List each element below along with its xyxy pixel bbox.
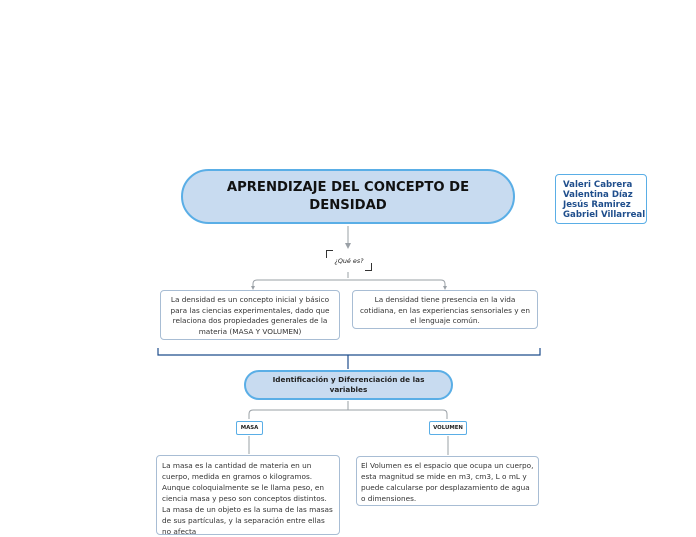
main-topic-node[interactable]: APRENDIZAJE DEL CONCEPTO DE DENSIDAD <box>181 169 515 224</box>
definition-left-node[interactable]: La densidad es un concepto inicial y básico para las ciencias experimentales, dado que relaciona dos propiedades generales de la materia (MASA Y VOLUMEN) <box>160 290 340 340</box>
masa-description-node[interactable]: La masa es la cantidad de materia en un cuerpo, medida en gramos o kilogramos. Aunque coloquialmente se le llama peso, en ciencia masa y peso son conceptos distintos. La masa de un objeto es la suma de las masas de sus partículas, y la separación entre ellas no afecta <box>156 455 340 535</box>
author-name: Jesús Ramirez <box>563 200 631 210</box>
masa-tag[interactable]: MASA <box>236 421 263 435</box>
authors-box[interactable] <box>555 174 647 224</box>
volumen-tag[interactable]: VOLUMEN <box>429 421 467 435</box>
volumen-description-node[interactable]: El Volumen es el espacio que ocupa un cuerpo, esta magnitud se mide en m3, cm3, L o mL y puede calcularse por desplazamiento de agua o dimensiones. <box>356 456 539 506</box>
variables-topic-node[interactable]: Identificación y Diferenciación de las variables <box>244 370 453 400</box>
question-label[interactable]: ¿Qué es? <box>334 257 364 265</box>
author-name: Valeri Cabrera <box>563 180 633 190</box>
author-name: Gabriel Villarreal <box>563 210 646 220</box>
author-name: Valentina Díaz <box>563 190 633 200</box>
definition-right-node[interactable]: La densidad tiene presencia en la vida cotidiana, en las experiencias sensoriales y en el lenguaje común. <box>352 290 538 329</box>
